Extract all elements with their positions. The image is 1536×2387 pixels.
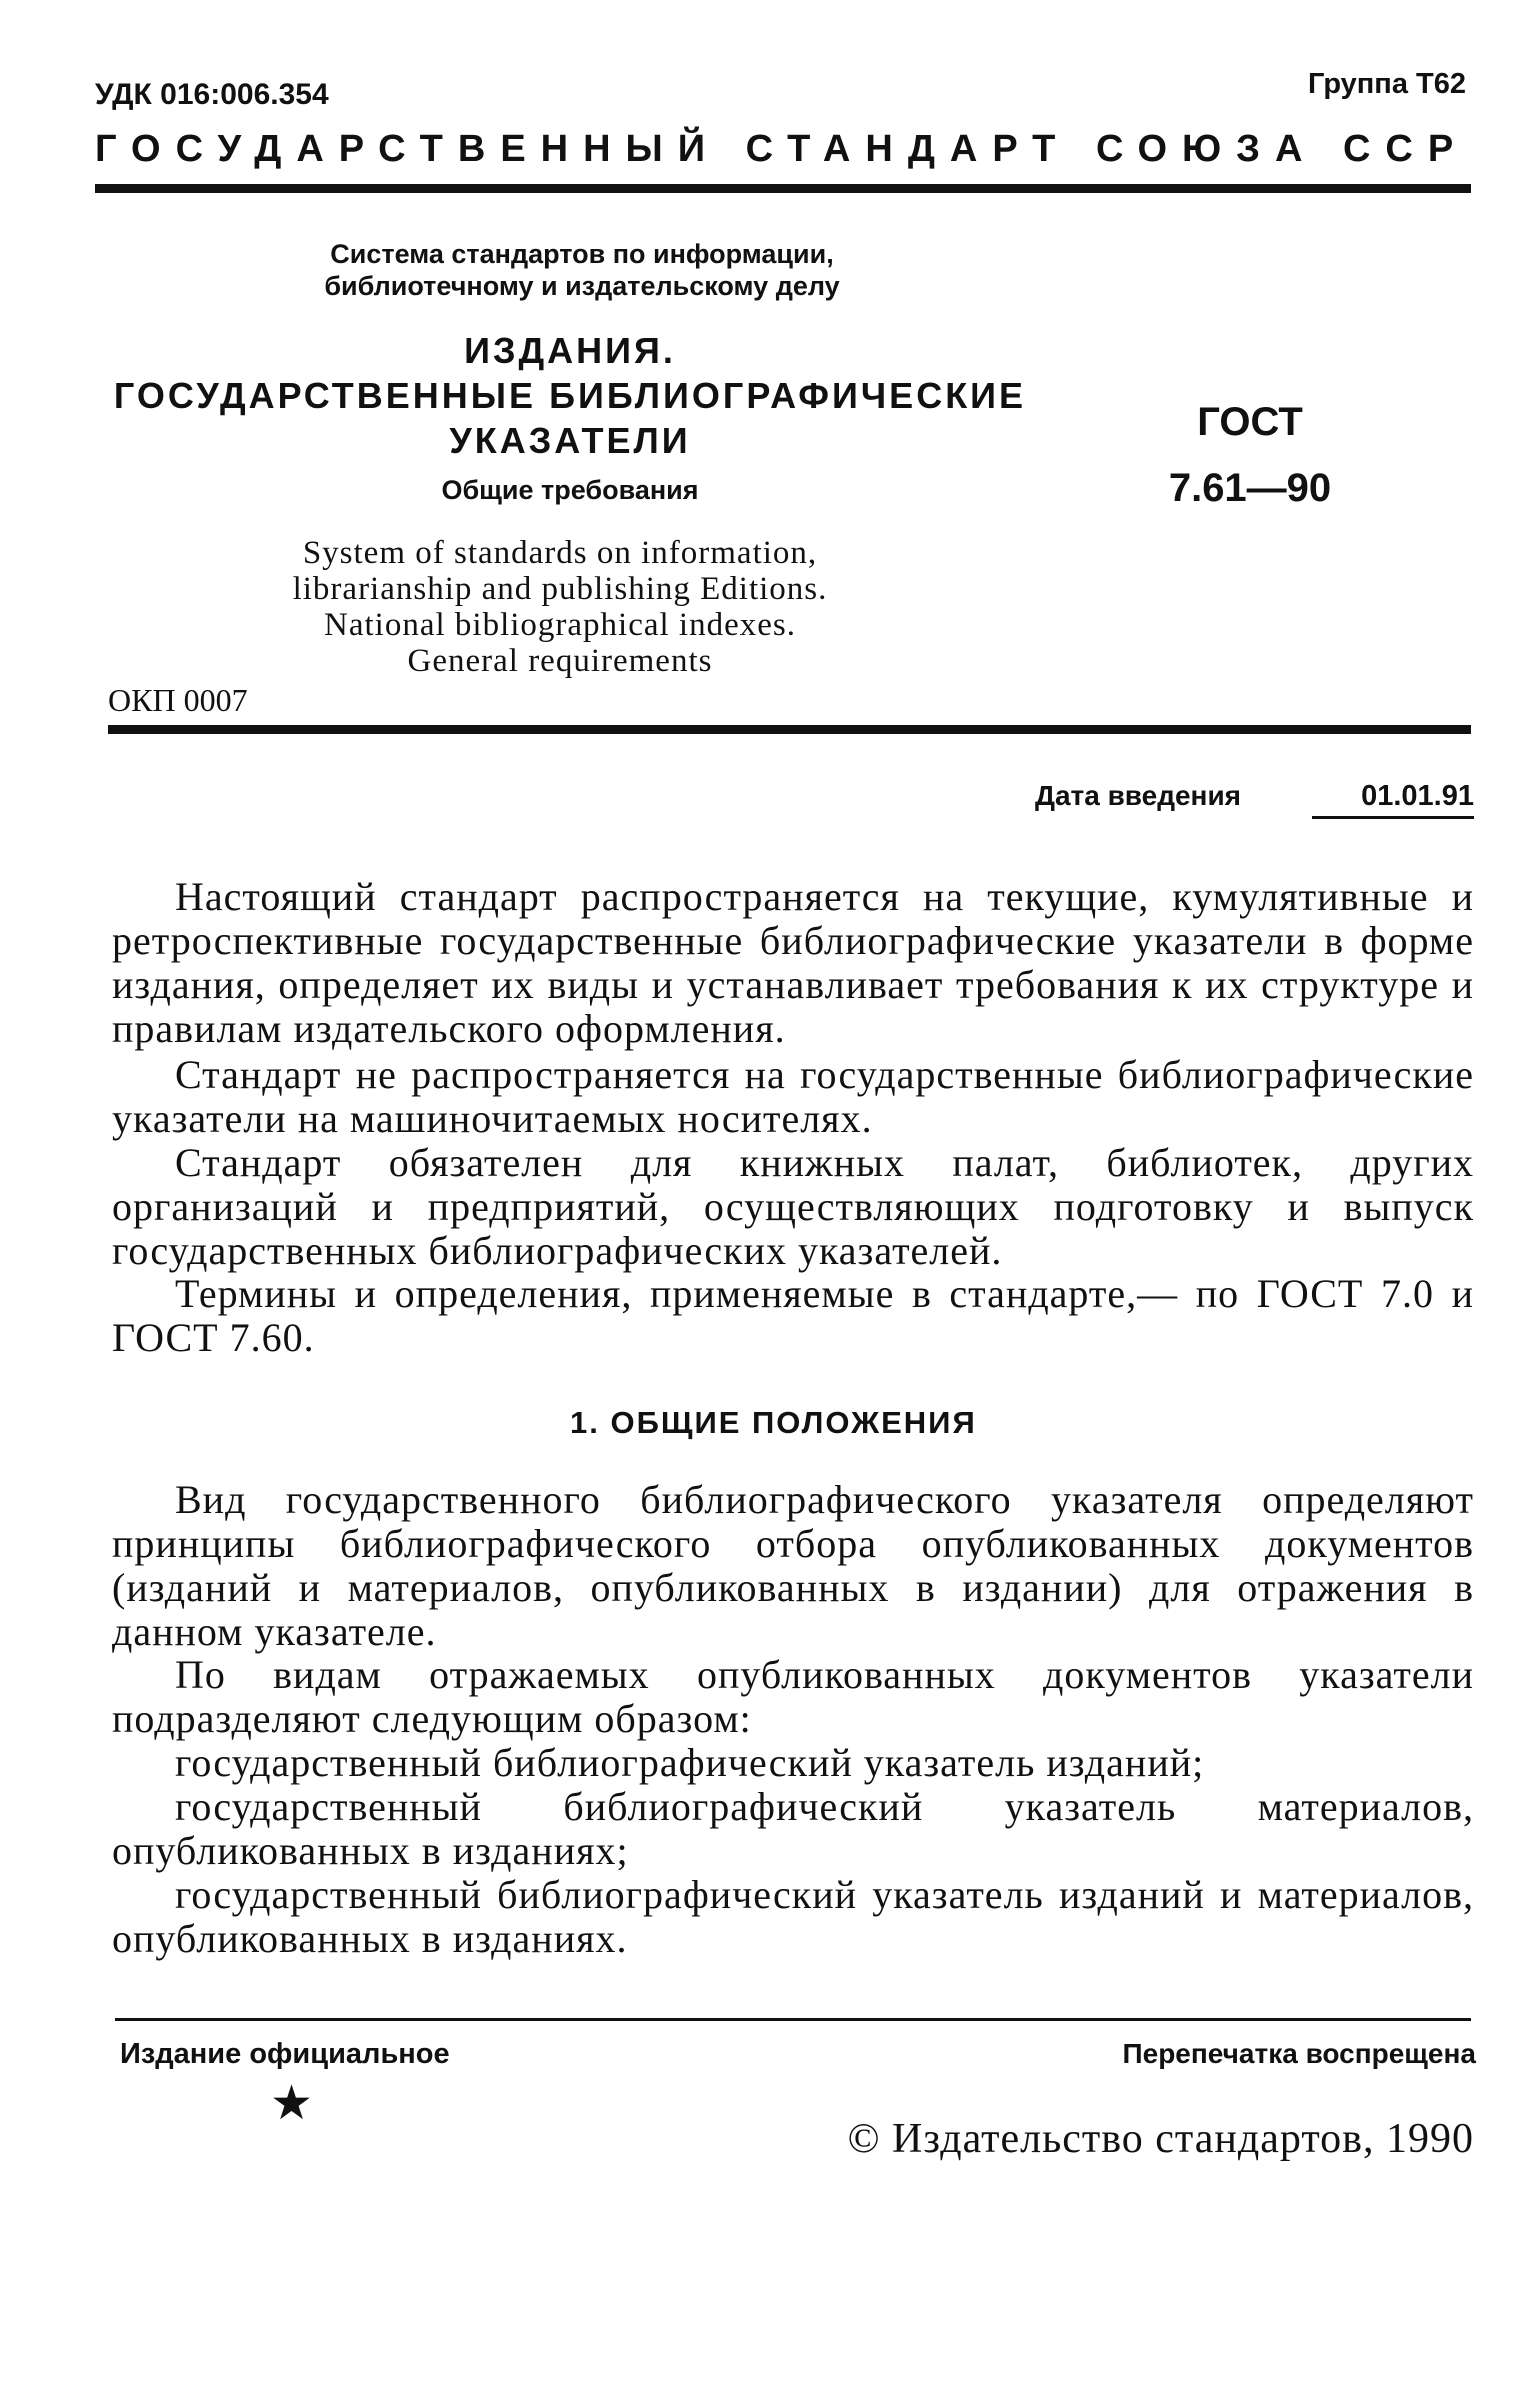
list-item: государственный библиографический указатель изданий; [175, 1740, 1205, 1785]
english-line-3: National bibliographical indexes. [324, 607, 796, 643]
english-line-1: System of standards on information, [302, 535, 818, 571]
document-subtitle: Общие требования [441, 475, 699, 505]
title-line-3: УКАЗАТЕЛИ [449, 420, 691, 461]
paragraph-scope: Настоящий стандарт распространяется на текущие, кумулятивные и ретроспективные государственные библиографические указатели в форме издания, определяет их виды и устанавливает требования к их структуре и правилам издательского оформления. [112, 874, 1474, 1051]
publisher-copyright: © Издательство стандартов, 1990 [847, 2116, 1474, 2162]
effective-date-label: Дата введения [1035, 780, 1242, 811]
paragraph-subdivision: По видам отражаемых опубликованных документов указатели подразделяют следующим образом: [112, 1652, 1474, 1741]
effective-date-value: 01.01.91 [1312, 780, 1474, 819]
list-item: государственный библиографический указатель изданий и материалов, опубликованных в изданиях. [112, 1872, 1474, 1961]
header-rule [95, 184, 1471, 193]
document-title [110, 328, 1030, 463]
system-line-1: Система стандартов по информации, [330, 239, 834, 269]
reprint-notice: Перепечатка воспрещена [1122, 2038, 1476, 2069]
gost-number: 7.61—90 [1168, 466, 1332, 510]
index-type-list [112, 1741, 1474, 1961]
english-line-4: General requirements [407, 643, 713, 679]
title-line-2: ГОСУДАРСТВЕННЫЕ БИБЛИОГРАФИЧЕСКИЕ [113, 375, 1027, 416]
english-title [190, 535, 930, 679]
paragraph-type-definition: Вид государственного библиографического указателя определяют принципы библиографического отбора опубликованных документов (изданий и материалов, опубликованных в издании) для отражения в данном указателе. [112, 1477, 1474, 1654]
state-standard-heading: ГОСУДАРСТВЕННЫЙ СТАНДАРТ СОЮЗА ССР [95, 128, 1469, 170]
paragraph-exclusion: Стандарт не распространяется на государственные библиографические указатели на машиночитаемых носителях. [112, 1052, 1474, 1141]
system-line-2: библиотечному и издательскому делу [324, 271, 840, 301]
group-code: Группа Т62 [1308, 68, 1466, 100]
paragraph-terms: Термины и определения, применяемые в стандарте,— по ГОСТ 7.0 и ГОСТ 7.60. [112, 1271, 1474, 1360]
list-item: государственный библиографический указатель материалов, опубликованных в изданиях; [112, 1784, 1474, 1873]
okp-code: ОКП 0007 [108, 682, 248, 718]
official-edition-label: Издание официальное [120, 2038, 450, 2070]
english-line-2: librarianship and publishing Editions. [292, 571, 828, 607]
section-heading: 1. ОБЩИЕ ПОЛОЖЕНИЯ [570, 1405, 977, 1440]
star-icon: ★ [270, 2075, 314, 2131]
title-block-rule [108, 725, 1471, 734]
standards-system-title [262, 238, 902, 302]
title-line-1: ИЗДАНИЯ. [464, 330, 676, 371]
gost-label: ГОСТ [1197, 400, 1303, 444]
paragraph-obligation: Стандарт обязателен для книжных палат, библиотек, других организаций и предприятий, осуществляющих подготовку и выпуск государственных библиографических указателей. [112, 1140, 1474, 1273]
footer-rule [115, 2018, 1471, 2021]
udk-code: УДК 016:006.354 [95, 78, 329, 111]
